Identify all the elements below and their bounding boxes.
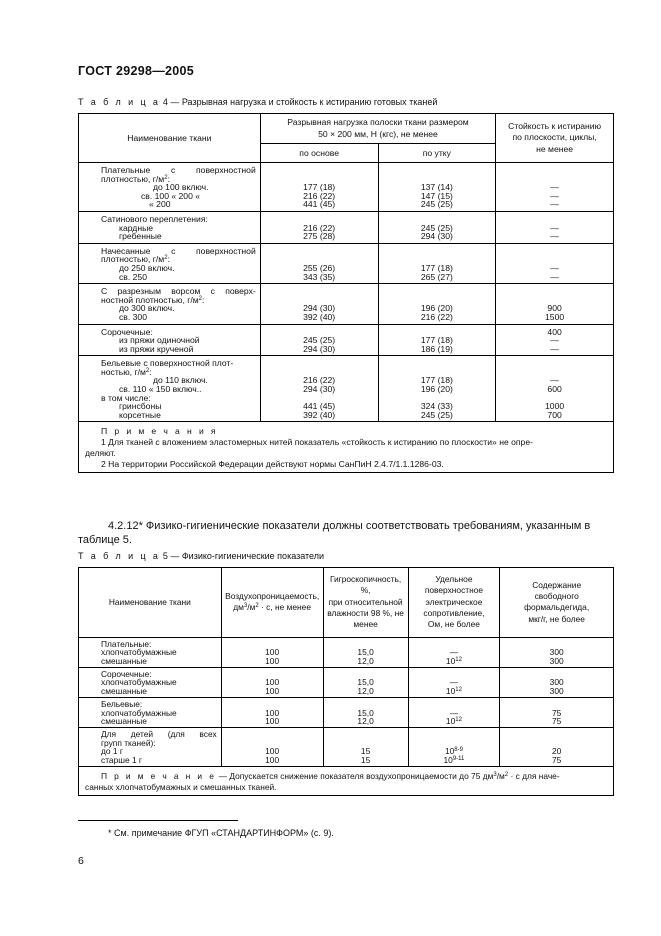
group-subtitle: плотностью, г/м — [101, 173, 165, 184]
group-subtitle: ностной плотностью, г/м — [101, 294, 199, 305]
table4-caption-text: 4 — Разрывная нагрузка и стойкость к истиранию готовых тканей — [162, 97, 438, 107]
table-row: св. 300 392 (40) 216 (22) 1500 — [79, 313, 614, 324]
table-row: св. 250 343 (35) 265 (27) — — [79, 273, 614, 284]
group-title-abrasion: 400 — [496, 324, 614, 336]
clause-4-2-12 — [78, 519, 614, 548]
group-title: Бельевые: — [101, 699, 143, 710]
table4 — [78, 113, 614, 473]
clause-text-line1: 4.2.12* Физико-гигиенические показатели должны соответствовать требованиям, указанным в — [108, 520, 591, 532]
table-row: до 250 включ. 255 (26) 177 (18) — — [79, 264, 614, 273]
table5 — [78, 567, 614, 796]
table4-caption — [78, 97, 437, 107]
table4-group — [79, 211, 614, 243]
table5-notes: П р и м е ч а н и е — Допускается снижение показателя воздухопроницаемости до 75 $дм^3/м^2 \cdot с$ для наче- санных хлопчатобумажных и смешанных тканей. — [79, 767, 614, 796]
table-row: св. 110 « 150 включ.. 294 (30) 196 (20) 600 — [79, 385, 614, 394]
table-row: из пряжи крученой 294 (30) 186 (19) — — [79, 345, 614, 356]
table4-group: С разрезным ворсом с поверх- ностной плотностью, $г/м^2$: до 300 включ. 294 (30) 196 (20) 900 св. 300 392 (40) 216 (22) 1500 — [79, 284, 614, 324]
table4-group — [79, 324, 614, 356]
table4-header-name: Наименование ткани — [79, 114, 261, 163]
table4-header-weft: по утку — [378, 144, 496, 163]
table-row: гребенные 275 (28) 294 (30) — — [79, 232, 614, 243]
table-row: смешанные 100 12,0 $10^{12}$ 300 — [79, 687, 614, 698]
table4-notes — [79, 422, 614, 473]
group-subtitle: плотностью, г/м — [101, 254, 165, 265]
table4-group: Начесанные с поверхностной плотностью, $г/м^2$: до 250 включ. 255 (26) 177 (18) — св. 250 343 (35) 265 (27) — — [79, 243, 614, 283]
table-row: кардные 216 (22) 245 (25) — — [79, 224, 614, 233]
footnote: * См. примечание ФГУП «СТАНДАРТИНФОРМ» (с. 9). — [108, 828, 334, 838]
table4-header-load: Разрывная нагрузка полоски ткани размером 50 × 200 мм, Н (кгс), не менее — [260, 114, 495, 144]
note-text: — Допускается снижение показателя воздухопроницаемости до 75 дм — [216, 771, 494, 781]
table-row: до 300 включ. 294 (30) 196 (20) 900 — [79, 304, 614, 313]
table-row: смешанные 100 12,0 $10^{12}$ 300 — [79, 657, 614, 668]
note-text-continued: санных хлопчатобумажных и смешанных тканей. — [85, 781, 277, 792]
group-title: Плательные с поверхностной — [101, 165, 256, 175]
table5-header-name: Наименование ткани — [79, 568, 222, 638]
group-title: Бельевые с поверхностной плот- — [101, 358, 234, 369]
group-title: Плательные: — [101, 638, 152, 649]
table-row: хлопчатобумажные 100 15,0 — 300 — [79, 648, 614, 656]
group-subtitle: групп тканей): — [101, 737, 156, 748]
table5-header-resistance: Удельное поверхностное электрическое сопротивление, Ом, не более — [408, 568, 500, 638]
page-number: 6 — [78, 855, 84, 867]
table4-caption-word: Т а б л и ц а — [78, 97, 161, 107]
clause-text-line2: таблице 5. — [78, 534, 132, 547]
table-row: гринсбоны 441 (45) 324 (33) 1000 — [79, 402, 614, 411]
footnote-rule — [78, 820, 238, 821]
group-title: Сатинового переплетения: — [101, 213, 208, 224]
table-row: хлопчатобумажные 100 15,0 — 300 — [79, 678, 614, 686]
table-row: старше 1 г 100 15 10$^{9-11}$ 75 — [79, 756, 614, 767]
notes-title: П р и м е ч а н и я — [101, 426, 218, 437]
table4-header-warp: по основе — [260, 144, 378, 163]
table5-header-hygroscopicity: Гигроскопичность, %, при относительной влажности 98 %, не менее — [323, 568, 408, 638]
table-row: до 100 включ. 177 (18) 137 (14) — — [79, 183, 614, 192]
table-row: из пряжи одиночной 245 (25) 177 (18) — — [79, 336, 614, 345]
table-row: « 200 441 (45) 245 (25) — — [79, 200, 614, 211]
table5-group — [79, 667, 614, 697]
group-title: С разрезным ворсом с поверх- — [101, 286, 256, 297]
table5-caption-text: 5 — Физико-гигиенические показатели — [162, 551, 325, 561]
group-title: Сорочечные: — [101, 668, 152, 679]
table5-header-formaldehyde: Содержание свободного формальдегида, мкг/г, не более — [500, 568, 614, 638]
note-1: 1 Для тканей с вложением эластомерных нитей показатель «стойкость к истиранию по плоскости» не опре- — [101, 437, 533, 448]
group-title: Для детей (для всех — [101, 729, 217, 740]
group-title: Сорочечные: — [101, 326, 153, 337]
document-header: ГОСТ 29298—2005 — [78, 64, 195, 78]
note-1-continued: деляют. — [85, 447, 116, 458]
table4-group: Плательные с поверхностной плотностью, $г/м^2$: до 100 включ. 177 (18) 137 (14) — св. 100 « 200 « 216 (22) 147 (15) — « 200 441 (45) 245 (25) — — [79, 163, 614, 212]
table-row: корсетные 392 (40) 245 (25) 700 — [79, 411, 614, 422]
table5-caption — [78, 551, 324, 561]
table-row: до 1 г 100 15 10$^{8-9}$ 20 — [79, 747, 614, 755]
table-row: смешанные 100 12,0 $10^{12}$ 75 — [79, 717, 614, 728]
table5-group — [79, 637, 614, 667]
table-row: до 110 включ. 216 (22) 177 (18) — — [79, 376, 614, 385]
table4-group: Бельевые с поверхностной плот- ностью, $г/м^2$: до 110 включ. 216 (22) 177 (18) — св. 110 « 150 включ.. 294 (30) 196 (20) 600 в том числе: гринсбоны 441 (45) 324 (33) 1000 корсетные 392 (40) 245 (25) 700 — [79, 356, 614, 422]
table5-group — [79, 728, 614, 767]
group-subtitle: ностью, г/м — [101, 366, 146, 377]
note-word: П р и м е ч а н и е — [101, 771, 217, 781]
group-title: Начесанные с поверхностной — [101, 245, 256, 256]
table5-caption-word: Т а б л и ц а — [78, 551, 161, 561]
note-2: 2 На территории Российской Федерации действуют нормы СанПиН 2.4.7/1.1.1286-03. — [101, 458, 444, 469]
table5-group — [79, 698, 614, 728]
table-row: хлопчатобумажные 100 15,0 — 75 — [79, 709, 614, 717]
table5-header-air: Воздухопроницаемость, $дм^3/м^2 \cdot с$, не менее — [221, 568, 323, 638]
table-row: в том числе: — [79, 394, 614, 403]
table4-header-abrasion: Стойкость к истиранию по плоскости, циклы, не менее — [496, 114, 614, 163]
table-row: св. 100 « 200 « 216 (22) 147 (15) — — [79, 192, 614, 201]
